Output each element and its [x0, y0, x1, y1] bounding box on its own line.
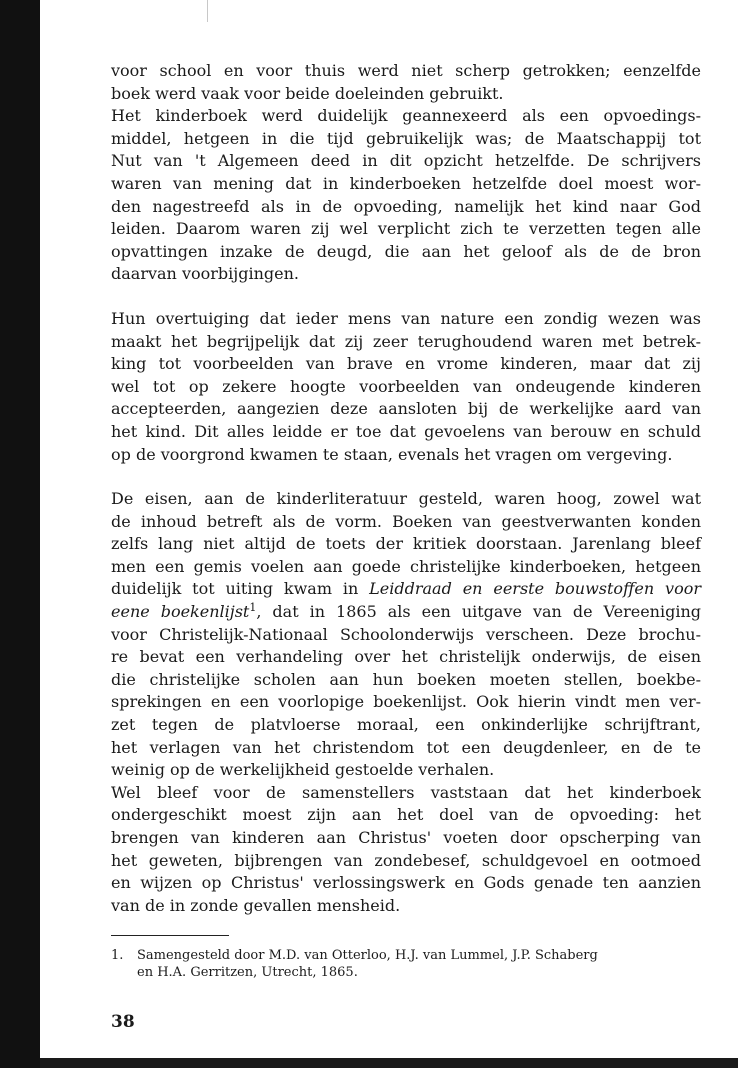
text-line: brengen van kinderen aan Christus' voeten door opscherping van [111, 828, 701, 847]
text-line: zet tegen de platvloerse moraal, een onkinderlijke schrijftrant, [111, 715, 701, 735]
paragraph-3 [111, 308, 701, 466]
footnote-text: en H.A. Gerritzen, Utrecht, 1865. [137, 965, 358, 980]
footnotes [111, 947, 703, 981]
paragraph-4 [111, 488, 701, 782]
text-line: Hun overtuiging dat ieder mens van nature een zondig wezen was [111, 308, 701, 328]
text-line: het kind. Dit alles leidde er toe dat gevoelens van berouw en schuld [111, 421, 701, 441]
text-line: middel, hetgeen in die tijd gebruikelijk was; de Maatschappij tot [111, 128, 701, 148]
footnote-text: Samengesteld door M.D. van Otterloo, H.J. van Lummel, J.P. Schaberg [137, 948, 598, 963]
page-number: 38 [111, 1012, 135, 1032]
text-line: van de in zonde gevallen mensheid. [111, 895, 401, 915]
text-line: sprekingen en een voorlopige boekenlijst. Ook hierin vindt men ver- [111, 692, 701, 712]
text-line: Wel bleef voor de samenstellers vaststaan dat het kinderboek [111, 782, 701, 802]
footnote-reference[interactable]: 1 [249, 601, 257, 615]
text-line: op de voorgrond kwamen te staan, evenals het vragen om vergeving. [111, 444, 673, 464]
paragraph-gap [111, 466, 701, 488]
text-line: waren van mening dat in kinderboeken hetzelfde doel moest wor- [111, 173, 701, 193]
text-line: re bevat een verhandeling over het christelijk onderwijs, de eisen [111, 647, 701, 667]
paragraph-gap [111, 286, 701, 308]
footnote-divider [111, 935, 229, 936]
text-line-with-citation [111, 601, 701, 624]
text-line: De eisen, aan de kinderliteratuur gesteld, waren hoog, zowel wat [111, 489, 701, 509]
paragraph-1 [111, 60, 701, 105]
text-line: de inhoud betreft als de vorm. Boeken van geestverwanten konden [111, 511, 701, 531]
text-line: en wijzen op Christus' verlossingswerk en Gods genade ten aanzien [111, 873, 701, 893]
text-line: het verlagen van het christendom tot een deugdenleer, en de te [111, 737, 701, 757]
cited-title: eene boekenlijst [111, 602, 250, 622]
paragraph-2 [111, 105, 701, 286]
text-line: boek werd vaak voor beide doeleinden gebruikt. [111, 83, 504, 103]
text-line: daarvan voorbijgingen. [111, 264, 299, 284]
text-fragment: duidelijk tot uiting kwam in [111, 579, 359, 599]
text-line: wel tot op zekere hoogte voorbeelden van ondeugende kinderen [111, 376, 701, 396]
scan-mark [207, 0, 208, 22]
cited-title: Leiddraad en eerste bouwstoffen voor [369, 579, 702, 599]
text-line-with-citation [111, 578, 701, 601]
page-binding-shadow [0, 0, 40, 1068]
text-fragment: , dat in 1865 als een uitgave van de Vereeniging [256, 602, 701, 622]
text-line: men een gemis voelen aan goede christelijke kinderboeken, hetgeen [111, 556, 701, 576]
text-line: het geweten, bijbrengen van zondebesef, schuldgevoel en ootmoed [111, 850, 701, 870]
text-line: die christelijke scholen aan hun boeken moeten stellen, boekbe- [111, 669, 701, 689]
text-line: leiden. Daarom waren zij wel verplicht zich te verzetten tegen alle [111, 219, 701, 239]
text-line: accepteerden, aangezien deze aansloten bij de werkelijke aard van [111, 399, 701, 419]
text-line: Het kinderboek werd duidelijk geannexeerd als een opvoedings- [111, 106, 701, 126]
paragraph-5 [111, 782, 701, 918]
text-line: voor school en voor thuis werd niet scherp getrokken; eenzelfde [111, 61, 701, 80]
text-line: ondergeschikt moest zijn aan het doel van de opvoeding: het [111, 805, 701, 825]
text-line: voor Christelijk-Nationaal Schoolonderwijs verscheen. Deze brochu- [111, 624, 701, 644]
page-body [111, 60, 701, 917]
footnote-number: 1. [111, 948, 124, 963]
text-line: king tot voorbeelden van brave en vrome kinderen, maar dat zij [111, 354, 701, 374]
text-line: maakt het begrijpelijk dat zij zeer terughoudend waren met betrek- [111, 331, 701, 351]
text-line: zelfs lang niet altijd de toets der kritiek doorstaan. Jarenlang bleef [111, 534, 701, 554]
text-line: den nagestreefd als in de opvoeding, namelijk het kind naar God [111, 196, 701, 216]
text-line: weinig op de werkelijkheid gestoelde verhalen. [111, 760, 495, 780]
text-line: Nut van 't Algemeen deed in dit opzicht hetzelfde. De schrijvers [111, 151, 701, 171]
footnote-item [111, 947, 703, 964]
text-line: opvattingen inzake de deugd, die aan het geloof als de de bron [111, 241, 701, 261]
page-bottom-edge [40, 1058, 738, 1068]
